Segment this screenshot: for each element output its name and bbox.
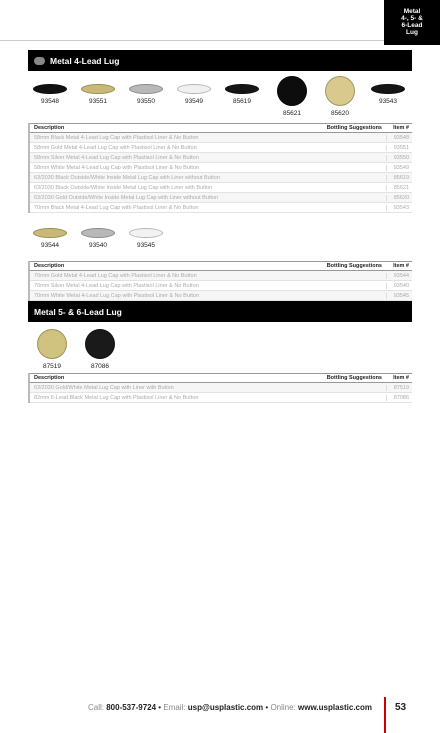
product-table — [28, 123, 412, 213]
table-header — [30, 373, 412, 383]
product-gallery — [28, 226, 412, 260]
table-body — [30, 383, 412, 403]
section-title: Metal 4-Lead Lug — [50, 55, 120, 66]
tab-line: 4-, 5- & — [401, 15, 423, 22]
product-thumb[interactable] — [82, 329, 118, 370]
website-link[interactable]: www.usplastic.com — [298, 703, 372, 712]
tab-line: Lug — [406, 29, 418, 36]
row-description: 58mm White Metal 4-Lead Lug Cap with Plastisol Liner & No Button — [34, 164, 200, 171]
cap-image — [81, 228, 115, 238]
cap-image — [325, 76, 355, 106]
online-label: Online: — [270, 703, 296, 712]
row-description: 70mm Black Metal 4-Lead Lug Cap with Plastisol Liner & No Button — [34, 204, 199, 211]
product-thumb[interactable] — [176, 84, 212, 105]
cap-image — [129, 84, 163, 94]
product-sku: 85619 — [232, 98, 252, 105]
row-description: 58mm Black Metal 4-Lead Lug Cap with Plastisol Liner & No Button — [34, 134, 199, 141]
row-item: 93551 — [386, 145, 412, 151]
table-row[interactable] — [30, 153, 412, 163]
table-row[interactable] — [30, 291, 412, 301]
row-item: 93549 — [386, 165, 412, 171]
product-thumb[interactable] — [224, 84, 260, 105]
table-row[interactable] — [30, 143, 412, 153]
row-description: 82mm 6-Lead Black Metal Lug Cap with Plastisol Liner & No Button — [34, 394, 199, 401]
row-description: 63/2030 Black Outside/White Inside Metal Lug Cap with Liner with Button — [34, 184, 213, 191]
call-label: Call: — [87, 703, 104, 712]
product-sku: 93540 — [88, 242, 108, 249]
row-description: 58mm Gold Metal 4-Lead Lug Cap with Plastisol Liner & No Button — [34, 144, 197, 151]
product-sku: 93549 — [184, 98, 204, 105]
col-item: Item # — [393, 375, 409, 381]
table-row[interactable] — [30, 393, 412, 403]
table-header — [30, 123, 412, 133]
product-sku: 93551 — [88, 98, 108, 105]
page-number: 53 — [395, 702, 407, 713]
product-sku: 93545 — [136, 242, 156, 249]
table-row[interactable] — [30, 193, 412, 203]
product-thumb[interactable] — [370, 84, 406, 105]
product-sku: 87086 — [90, 363, 110, 370]
cap-image — [85, 329, 115, 359]
product-sku: 93550 — [136, 98, 156, 105]
table-header — [30, 261, 412, 271]
table-row[interactable] — [30, 383, 412, 393]
product-thumb[interactable] — [322, 76, 358, 117]
table-row[interactable] — [30, 173, 412, 183]
row-item: 93543 — [386, 205, 412, 211]
tab-line: 6-Lead — [401, 22, 423, 29]
cap-image — [371, 84, 405, 94]
product-sku: 93548 — [40, 98, 60, 105]
product-table — [28, 373, 412, 403]
footer-divider — [384, 697, 386, 733]
page-footer — [0, 697, 440, 733]
table-row[interactable] — [30, 271, 412, 281]
product-thumb[interactable] — [32, 84, 68, 105]
row-item: 93540 — [386, 283, 412, 289]
product-thumb[interactable] — [128, 84, 164, 105]
row-item: 93550 — [386, 155, 412, 161]
cap-image — [37, 329, 67, 359]
section-header-5-6-lead — [28, 301, 412, 322]
product-thumb[interactable] — [34, 329, 70, 370]
section-title: Metal 5- & 6-Lead Lug — [34, 306, 122, 317]
col-bottling: Bottling Suggestions — [326, 125, 382, 131]
top-rule — [0, 40, 384, 41]
product-sku: 93543 — [378, 98, 398, 105]
product-sku: 85620 — [330, 110, 350, 117]
section-tab — [384, 0, 440, 45]
row-description: 70mm Silver Metal 4-Lead Lug Cap with Plastisol Liner & No Button — [34, 282, 199, 289]
col-description: Description — [34, 263, 65, 269]
row-description: 63/2030 Gold/White Metal Lug Cap with Liner with Button — [34, 384, 174, 391]
row-item: 87086 — [386, 395, 412, 401]
table-row[interactable] — [30, 133, 412, 143]
row-item: 85619 — [386, 175, 412, 181]
table-body — [30, 133, 412, 213]
product-gallery — [28, 329, 412, 371]
table-row[interactable] — [30, 163, 412, 173]
col-bottling: Bottling Suggestions — [326, 375, 382, 381]
email-label: Email: — [163, 703, 186, 712]
row-item: 85621 — [386, 185, 412, 191]
col-description: Description — [34, 125, 65, 131]
col-bottling: Bottling Suggestions — [326, 263, 382, 269]
tab-line: Metal — [403, 8, 421, 15]
cap-image — [177, 84, 211, 94]
cap-image — [33, 84, 67, 94]
cap-image — [225, 84, 259, 94]
product-sku: 93544 — [40, 242, 60, 249]
cap-image — [81, 84, 115, 94]
row-item: 93545 — [386, 293, 412, 299]
contact-line — [88, 703, 372, 712]
col-description: Description — [34, 375, 65, 381]
product-sku: 87519 — [42, 363, 62, 370]
table-body — [30, 271, 412, 301]
col-item: Item # — [393, 125, 409, 131]
row-description: 70mm White Metal 4-Lead Lug Cap with Plastisol Liner & No Button — [34, 292, 200, 299]
row-item: 85620 — [386, 195, 412, 201]
separator: • — [265, 703, 269, 712]
table-row[interactable] — [30, 281, 412, 291]
product-sku: 85621 — [282, 110, 302, 117]
cap-icon — [34, 57, 45, 65]
row-item: 93548 — [386, 135, 412, 141]
row-description: 63/2030 Gold Outside/White Inside Metal Lug Cap with Liner without Button — [34, 194, 219, 201]
cap-image — [129, 228, 163, 238]
product-thumb[interactable] — [80, 84, 116, 105]
product-thumb[interactable] — [80, 228, 116, 249]
row-item: 93544 — [386, 273, 412, 279]
row-item: 87519 — [386, 385, 412, 391]
product-gallery — [28, 76, 412, 120]
product-table — [28, 261, 412, 301]
cap-image — [33, 228, 67, 238]
separator: • — [158, 703, 162, 712]
row-description: 58mm Silver Metal 4-Lead Lug Cap with Plastisol Liner & No Button — [34, 154, 199, 161]
product-thumb[interactable] — [274, 76, 310, 117]
product-thumb[interactable] — [128, 228, 164, 249]
section-header-4-lead — [28, 50, 412, 71]
row-description: 70mm Gold Metal 4-Lead Lug Cap with Plastisol Liner & No Button — [34, 272, 197, 279]
email-link[interactable]: usp@usplastic.com — [187, 703, 264, 712]
phone-link[interactable]: 800-537-9724 — [106, 703, 157, 712]
table-row[interactable] — [30, 183, 412, 193]
col-item: Item # — [393, 263, 409, 269]
table-row[interactable] — [30, 203, 412, 213]
product-thumb[interactable] — [32, 228, 68, 249]
cap-image — [277, 76, 307, 106]
row-description: 63/2030 Black Outside/White Inside Metal Lug Cap with Liner without Button — [34, 174, 220, 181]
